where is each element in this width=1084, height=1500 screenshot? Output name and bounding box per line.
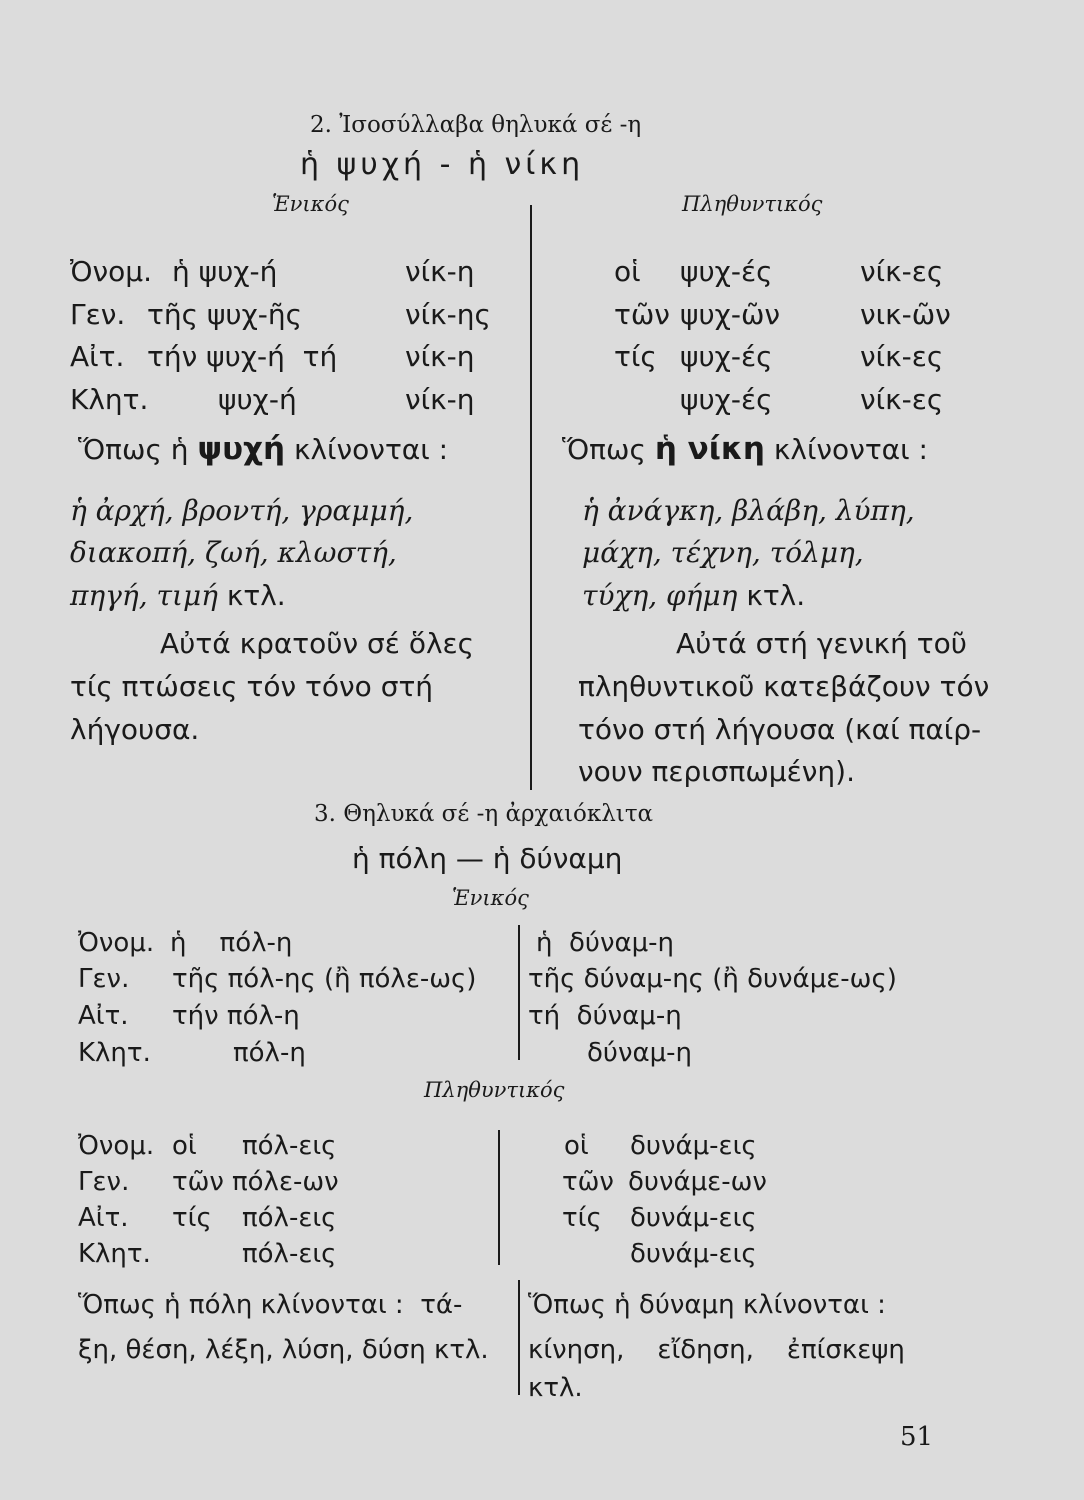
form-dynami: τή δύναμ-η — [528, 1001, 682, 1031]
form-poli: πόλ-εις — [242, 1203, 337, 1233]
case-label: Κλητ. — [78, 1038, 151, 1068]
article: τίς — [172, 1203, 212, 1233]
form-psyche: τῆς ψυχ-ῆς — [147, 298, 303, 331]
form-poli: τῆς πόλ-ης (ἢ πόλε-ως) — [172, 964, 477, 994]
form-poli: πόλ-η — [233, 1038, 306, 1068]
example-words: ἡ ἀρχή, βροντή, γραμμή, — [70, 494, 414, 527]
example-words: διακοπή, ζωή, κλωστή, — [70, 536, 397, 569]
form-nike: νίκ-ης — [405, 298, 491, 331]
case-label: Γεν. — [70, 298, 126, 331]
note-paragraph-left: Αὐτά κρατοῦν σέ ὅλες — [160, 627, 475, 660]
opos-line-right: κίνηση, εἴδηση, ἐπίσκεψη — [528, 1335, 905, 1365]
section-2-subtitle: ἡ ψυχή - ἡ νίκη — [300, 147, 585, 182]
case-label: Ὀνομ. — [78, 1131, 155, 1161]
article: οἱ — [172, 1131, 197, 1161]
form-dynami: δυνάμ-εις — [630, 1131, 757, 1161]
case-label: Ὀνομ. — [78, 928, 155, 958]
form-poli: ἡ πόλ-η — [170, 928, 293, 958]
form-dynami: ἡ δύναμ-η — [536, 928, 675, 958]
article: οἱ — [614, 255, 641, 288]
singular-heading: Ἑνικός — [272, 192, 349, 216]
form-poli: πόλ-εις — [242, 1239, 337, 1269]
case-label: Γεν. — [78, 964, 130, 994]
form-dynami: δυνάμε-ων — [628, 1167, 767, 1197]
form-poli: πόλε-ων — [232, 1167, 339, 1197]
form-psyche: ψυχ-ές — [680, 340, 773, 373]
form-dynami: τῆς δύναμ-ης (ἢ δυνάμε-ως) — [528, 964, 897, 994]
article: τῶν — [172, 1167, 224, 1197]
section-2-heading: 2. Ἰσοσύλλαβα θηλυκά σέ -η — [310, 112, 642, 138]
note-paragraph-left: λήγουσα. — [70, 713, 200, 746]
section-3-heading: 3. Θηλυκά σέ -η ἀρχαιόκλιτα — [314, 801, 654, 827]
column-divider — [498, 1130, 500, 1265]
form-nike: νίκ-ες — [860, 340, 944, 373]
form-dynami: δύναμ-η — [587, 1038, 693, 1068]
form-nike: νίκ-ες — [860, 255, 944, 288]
note-paragraph-right: νουν περισπωμένη). — [578, 755, 855, 788]
form-nike: νίκ-η — [405, 340, 475, 373]
form-psyche: ψυχ-ῶν — [680, 298, 781, 331]
example-words: τύχη, φήμη κτλ. — [582, 579, 806, 612]
note-paragraph-right: τόνο στή λήγουσα (καί παίρ- — [578, 713, 982, 746]
plural-heading: Πληθυντικός — [682, 192, 823, 216]
example-words: πηγή, τιμή κτλ. — [70, 579, 286, 612]
form-psyche: ψυχ-ές — [680, 383, 773, 416]
opos-line-left: Ὅπως ἡ ψυχή κλίνονται : — [78, 431, 449, 467]
plural-heading: Πληθυντικός — [424, 1078, 565, 1102]
form-psyche: τήν ψυχ-ή τή — [147, 340, 338, 373]
case-label: Αἰτ. — [70, 340, 125, 373]
case-label: Ὀνομ. — [70, 255, 153, 288]
opos-line-left: Ὅπως ἡ πόλη κλίνονται : τά- — [78, 1290, 463, 1320]
article: τίς — [562, 1203, 602, 1233]
opos-line-left: ξη, θέση, λέξη, λύση, δύση κτλ. — [78, 1335, 489, 1365]
article: οἱ — [564, 1131, 589, 1161]
page-number: 51 — [900, 1422, 934, 1452]
opos-line-right: Ὅπως ἡ νίκη κλίνονται : — [562, 431, 928, 467]
singular-heading: Ἑνικός — [452, 886, 529, 910]
form-nike: νίκ-η — [405, 383, 475, 416]
column-divider — [530, 205, 532, 790]
note-paragraph-left: τίς πτώσεις τόν τόνο στή — [70, 670, 434, 703]
example-words: μάχη, τέχνη, τόλμη, — [582, 536, 864, 569]
case-label: Γεν. — [78, 1167, 130, 1197]
form-psyche: ψυχ-ή — [218, 383, 297, 416]
case-label: Αἰτ. — [78, 1203, 129, 1233]
form-nike: νίκ-η — [405, 255, 475, 288]
opos-line-right: Ὅπως ἡ δύναμη κλίνονται : — [528, 1290, 886, 1320]
article: τῶν — [614, 298, 670, 331]
form-dynami: δυνάμ-εις — [630, 1239, 757, 1269]
case-label: Κλητ. — [70, 383, 149, 416]
article: τῶν — [562, 1167, 614, 1197]
note-paragraph-right: πληθυντικοῦ κατεβάζουν τόν — [578, 670, 990, 703]
section-3-subtitle: ἡ πόλη — ἡ δύναμη — [352, 842, 623, 875]
form-psyche: ψυχ-ές — [680, 255, 773, 288]
form-psyche: ἡ ψυχ-ή — [172, 255, 278, 288]
note-paragraph-right: Αὐτά στή γενική τοῦ — [676, 627, 967, 660]
form-dynami: δυνάμ-εις — [630, 1203, 757, 1233]
case-label: Αἰτ. — [78, 1001, 129, 1031]
column-divider — [518, 925, 520, 1060]
case-label: Κλητ. — [78, 1239, 151, 1269]
form-nike: νικ-ῶν — [860, 298, 951, 331]
opos-line-right: κτλ. — [528, 1373, 583, 1403]
column-divider — [518, 1280, 520, 1395]
article: τίς — [614, 340, 657, 373]
example-words: ἡ ἀνάγκη, βλάβη, λύπη, — [582, 494, 915, 527]
form-poli: πόλ-εις — [242, 1131, 337, 1161]
form-nike: νίκ-ες — [860, 383, 944, 416]
form-poli: τήν πόλ-η — [172, 1001, 300, 1031]
